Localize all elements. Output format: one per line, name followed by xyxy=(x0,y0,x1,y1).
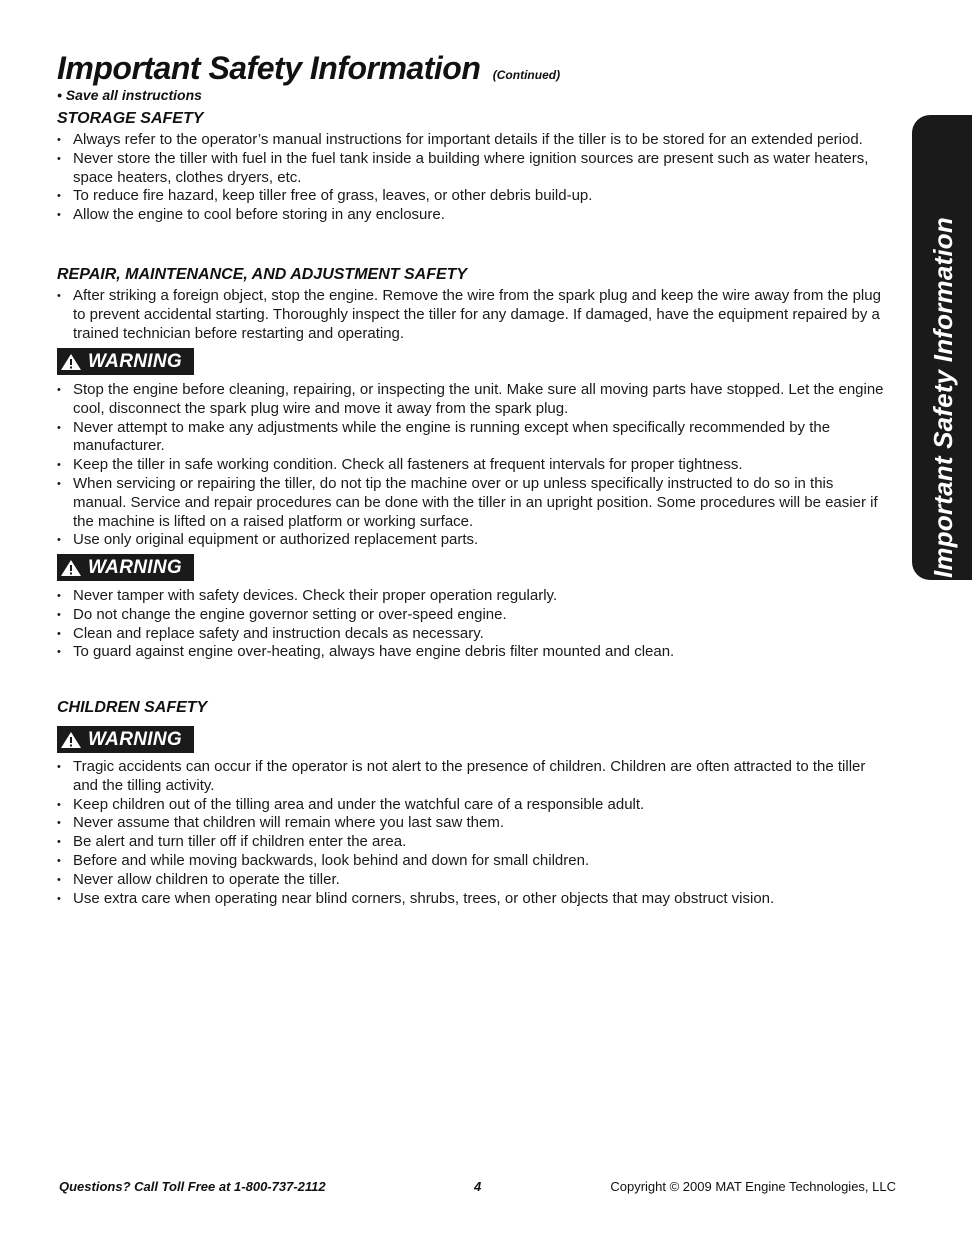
list-item: • When servicing or repairing the tiller, do not tip the machine over or up unless specifically instructed to do so in this manual. Service and repair procedures can be done with the tiller in an upright position. Some procedures will be easier if the machine is lifted on a raised platform or working surface. xyxy=(57,475,887,531)
list-item: • Be alert and turn tiller off if children enter the area. xyxy=(57,833,887,852)
list-item: • Always refer to the operator’s manual instructions for important details if the tiller is to be stored for an extended period. xyxy=(57,131,887,150)
list-item: • Never store the tiller with fuel in the fuel tank inside a building where ignition sources are present such as water heaters, space heaters, clothes dryers, etc. xyxy=(57,150,887,188)
children-safety-heading: CHILDREN SAFETY xyxy=(57,699,208,716)
repair-warning1-list xyxy=(57,381,887,550)
section-side-tab-label: Important Safety Information xyxy=(928,217,958,578)
list-item: • Use only original equipment or authorized replacement parts. xyxy=(57,531,887,550)
list-item: • Never assume that children will remain where you last saw them. xyxy=(57,814,887,833)
warning-triangle-icon xyxy=(60,353,82,371)
list-item: • Use extra care when operating near blind corners, shrubs, trees, or other objects that may obstruct vision. xyxy=(57,890,887,909)
list-item: • Do not change the engine governor setting or over-speed engine. xyxy=(57,606,887,625)
list-item: • Before and while moving backwards, look behind and down for small children. xyxy=(57,852,887,871)
page-title-text: Important Safety Information xyxy=(57,50,481,86)
storage-safety-list xyxy=(57,131,887,225)
list-item: • Never allow children to operate the tiller. xyxy=(57,871,887,890)
list-item: • Stop the engine before cleaning, repairing, or inspecting the unit. Make sure all moving parts have stopped. Let the engine cool, disconnect the spark plug wire and move it away from the spark plug. xyxy=(57,381,887,419)
children-safety-list xyxy=(57,758,887,908)
page-title xyxy=(57,50,560,87)
repair-safety-heading: REPAIR, MAINTENANCE, AND ADJUSTMENT SAFETY xyxy=(57,266,468,283)
repair-warning2-list xyxy=(57,587,887,662)
list-item: • Keep children out of the tilling area and under the watchful care of a responsible adult. xyxy=(57,796,887,815)
list-item: • Clean and replace safety and instruction decals as necessary. xyxy=(57,625,887,644)
warning-label: WARNING xyxy=(88,350,182,372)
list-item: • Never tamper with safety devices. Check their proper operation regularly. xyxy=(57,587,887,606)
storage-safety-heading: STORAGE SAFETY xyxy=(57,110,204,127)
list-item: • Tragic accidents can occur if the operator is not alert to the presence of children. Children are often attracted to the tiller and the tilling activity. xyxy=(57,758,887,796)
list-item: • Never attempt to make any adjustments while the engine is running except when specifically recommended by the manufacturer. xyxy=(57,419,887,457)
list-item: • Keep the tiller in safe working condition. Check all fasteners at frequent intervals for proper tightness. xyxy=(57,456,887,475)
page-number: 4 xyxy=(474,1179,482,1194)
repair-intro-list xyxy=(57,287,892,343)
warning-label: WARNING xyxy=(88,556,182,578)
footer-copyright: Copyright © 2009 MAT Engine Technologies, LLC xyxy=(610,1179,896,1194)
warning-banner xyxy=(57,554,194,581)
warning-label: WARNING xyxy=(88,728,182,750)
warning-triangle-icon xyxy=(60,559,82,577)
page-title-suffix: (Continued) xyxy=(492,68,561,82)
save-instructions-note: • Save all instructions xyxy=(57,87,202,103)
list-item: • After striking a foreign object, stop the engine. Remove the wire from the spark plug and keep the wire away from the plug to prevent accidental starting. Thoroughly inspect the tiller for any damage. If damaged, have the equipment repaired by a trained technician before restarting and operating. xyxy=(57,287,892,343)
footer-phone: Questions? Call Toll Free at 1-800-737-2112 xyxy=(59,1179,326,1194)
list-item: • To reduce fire hazard, keep tiller free of grass, leaves, or other debris build-up. xyxy=(57,187,887,206)
warning-banner xyxy=(57,726,194,753)
list-item: • To guard against engine over-heating, always have engine debris filter mounted and clean. xyxy=(57,643,887,662)
list-item: • Allow the engine to cool before storing in any enclosure. xyxy=(57,206,887,225)
warning-triangle-icon xyxy=(60,731,82,749)
warning-banner xyxy=(57,348,194,375)
